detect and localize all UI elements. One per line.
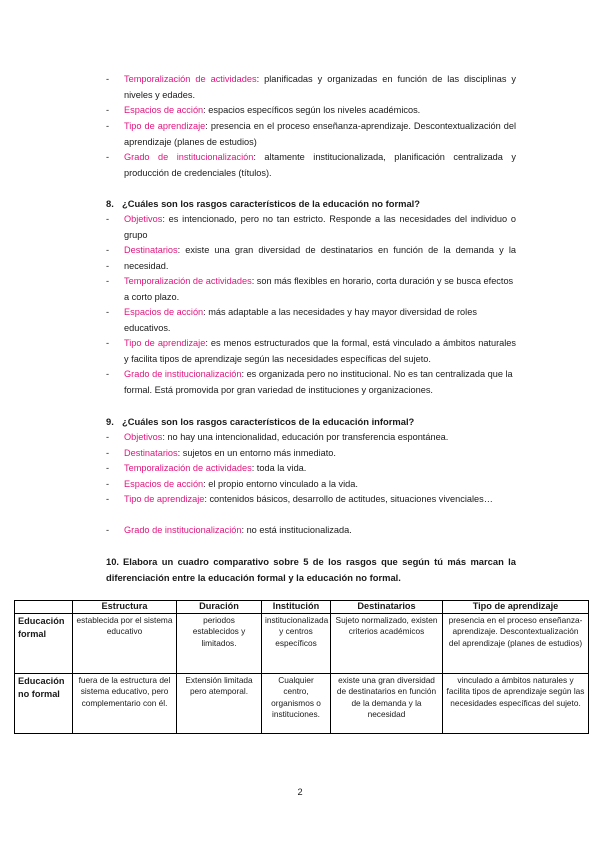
table-cell: Sujeto normalizado, existen criterios académicos	[331, 614, 443, 674]
term-text: : el propio entorno vinculado a la vida.	[203, 478, 358, 489]
table-header-cell: Destinatarios	[331, 601, 443, 614]
table-cell: establecida por el sistema educativo	[73, 614, 177, 674]
term-label: Tipo de aprendizaje	[124, 494, 205, 504]
table-cell: vinculado a ámbitos naturales y facilita tipos de aprendizaje según las necesidades específicas del sujeto.	[443, 674, 589, 734]
table-row	[15, 614, 589, 674]
list-item: - Grado de institucionalización: altamente institucionalizada, planificación centralizada y producción de credenciales (títulos).	[106, 152, 516, 178]
list-item: - Grado de institucionalización: es organizada pero no institucional. No es tan centralizada que la formal. Está promovida por gran variedad de instituciones y organizaciones.	[106, 369, 513, 395]
term-text: : es intencionado, pero no tan estricto. Responde a las necesidades del individuo o grupo	[124, 214, 516, 240]
term-text: : espacios específicos según los niveles académicos.	[203, 105, 421, 115]
table-cell: fuera de la estructura del sistema educativo, pero complementario con él.	[73, 674, 177, 734]
list-item: - Temporalización de actividades: planificadas y organizadas en función de las disciplinas y niveles y edades.	[106, 74, 516, 100]
list-item: - Objetivos: es intencionado, pero no tan estricto. Responde a las necesidades del individuo o grupo	[106, 214, 516, 240]
table-cell: presencia en el proceso enseñanza-aprendizaje. Descontextualización del aprendizaje (planes de estudios)	[443, 614, 589, 674]
term-label: Temporalización de actividades	[124, 276, 252, 286]
term-text: : sujetos en un entorno más inmediato.	[177, 447, 336, 458]
list-item: - Espacios de acción: el propio entorno vinculado a la vida.	[106, 478, 358, 489]
question-9: 9. ¿Cuáles son los rasgos característicos de la educación informal?	[106, 416, 415, 427]
comparison-table	[14, 600, 589, 734]
table-cell: Extensión limitada pero atemporal.	[177, 674, 262, 734]
question-8: 8. ¿Cuáles son los rasgos característicos de la educación no formal?	[106, 198, 421, 209]
table-header-cell	[15, 601, 73, 614]
term-label: Espacios de acción	[124, 307, 204, 317]
list-item: - - Destinatarios: existe una gran diversidad de destinatarios en función de la demanda y la necesidad.	[106, 245, 516, 271]
table-cell: periodos establecidos y limitados.	[177, 614, 262, 674]
term-text: : presencia en el proceso enseñanza-aprendizaje. Descontextualización del aprendizaje (planes de estudios)	[124, 121, 517, 147]
table-cell: existe una gran diversidad de destinatarios en función de la demanda y la necesidad	[331, 674, 443, 734]
question-10: 10. Elabora un cuadro comparativo sobre 5 de los rasgos que según tú más marcan la diferenciación entre la educación formal y la educación no formal.	[106, 556, 516, 583]
list-item: - Espacios de acción: más adaptable a las necesidades y hay mayor diversidad de roles educativos.	[106, 307, 477, 333]
page-number: 2	[297, 787, 303, 797]
list-item: - Grado de institucionalización: no está institucionalizada.	[106, 525, 352, 535]
term-text: : contenidos básicos, desarrollo de actitudes, situaciones vivenciales…	[204, 494, 493, 504]
table-row	[15, 674, 589, 734]
term-label: Temporalización de actividades	[124, 74, 257, 84]
list-item: - Espacios de acción: espacios específicos según los niveles académicos.	[106, 105, 421, 115]
term-label: Espacios de acción	[124, 478, 204, 489]
term-text: : planificadas y organizadas en función de las disciplinas y niveles y edades.	[124, 74, 516, 100]
term-text: : es organizada pero no institucional. No es tan centralizada que la formal. Está promovida por gran variedad de instituciones y organizaciones.	[124, 369, 513, 395]
table-header-cell: Duración	[177, 601, 262, 614]
term-text: : no está institucionalizada.	[241, 525, 352, 535]
term-text: : existe una gran diversidad de destinatarios en función de la demanda y la necesidad.	[124, 245, 516, 271]
term-label: Destinatarios	[124, 245, 178, 255]
list-item: - Temporalización de actividades: toda la vida.	[106, 463, 307, 473]
term-label: Tipo de aprendizaje	[124, 121, 206, 131]
term-label: Grado de institucionalización	[124, 525, 242, 535]
term-label: Tipo de aprendizaje	[124, 338, 206, 348]
term-label: Grado de institucionalización	[124, 152, 254, 162]
list-item: - Temporalización de actividades: son más flexibles en horario, corta duración y se busca efectos a corto plazo.	[106, 276, 514, 302]
term-text: : es menos estructurados que la formal, está vinculado a ámbitos naturales y facilita tipos de aprendizaje según las necesidades específicas del sujeto.	[124, 338, 517, 364]
list-item: - Objetivos: no hay una intencionalidad, educación por transferencia espontánea.	[106, 432, 449, 442]
term-text: : son más flexibles en horario, corta duración y se busca efectos a corto plazo.	[124, 276, 514, 302]
term-text: : toda la vida.	[251, 463, 307, 473]
list-item: - Tipo de aprendizaje: presencia en el proceso enseñanza-aprendizaje. Descontextualización del aprendizaje (planes de estudios)	[106, 121, 517, 147]
term-text: : más adaptable a las necesidades y hay mayor diversidad de roles educativos.	[124, 307, 477, 333]
term-label: Temporalización de actividades	[124, 463, 252, 473]
list-item: - Destinatarios: sujetos en un entorno más inmediato.	[106, 447, 336, 458]
table-header-cell: Estructura	[73, 601, 177, 614]
table-cell: institucionalizada y centros específicos	[262, 614, 331, 674]
term-text: : altamente institucionalizada, planificación centralizada y producción de credenciales (títulos).	[124, 152, 516, 178]
table-cell: Cualquier centro, organismos o instituciones.	[262, 674, 331, 734]
term-label: Destinatarios	[124, 447, 178, 458]
table-header-row	[15, 601, 589, 614]
table-header-cell: Tipo de aprendizaje	[443, 601, 589, 614]
term-label: Grado de institucionalización	[124, 369, 242, 379]
row-header: Educación formal	[15, 614, 73, 674]
list-item: - Tipo de aprendizaje: contenidos básicos, desarrollo de actitudes, situaciones vivenciales…	[106, 494, 493, 504]
list-item: - Tipo de aprendizaje: es menos estructurados que la formal, está vinculado a ámbitos naturales y facilita tipos de aprendizaje según las necesidades específicas del sujeto.	[106, 338, 517, 364]
term-label: Espacios de acción	[124, 105, 204, 115]
term-label: Objetivos	[124, 214, 163, 224]
table-header-cell: Institución	[262, 601, 331, 614]
row-header: Educación no formal	[15, 674, 73, 734]
term-text: : no hay una intencionalidad, educación por transferencia espontánea.	[162, 432, 449, 442]
term-label: Objetivos	[124, 432, 163, 442]
